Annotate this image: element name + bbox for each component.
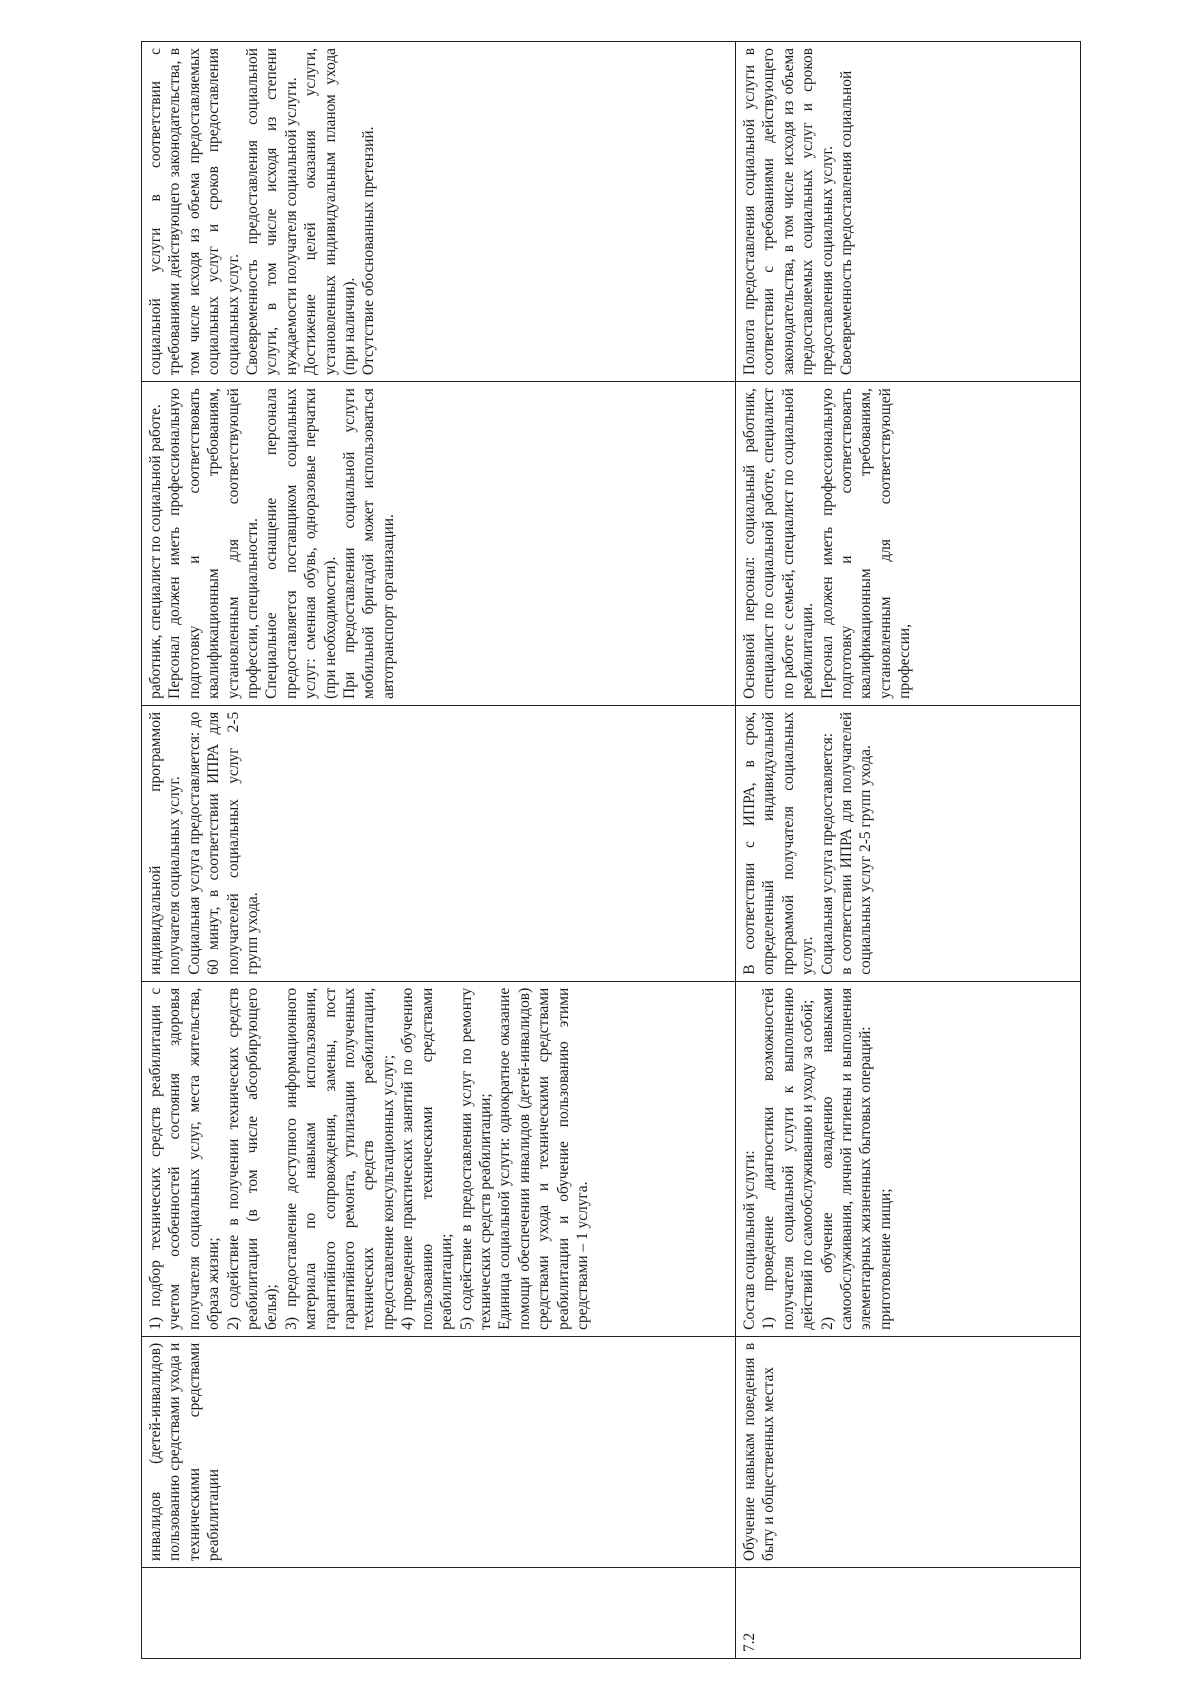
criteria-line: Достижение целей оказания услуги, установленных индивидуальным планом ухода (при наличии). [302,48,359,376]
cell-number [142,1568,736,1659]
rotated-table-sheet [141,41,1080,1659]
service-name: инвалидов (детей-инвалидов) пользованию средствами ухода и техническими средствами реабилитации [147,1342,223,1562]
content-line: 4) проведение практических занятий по обучению пользованию техническими средствами реабилитации; [399,987,456,1330]
table-row [142,42,736,1659]
criteria-line: социальной услуги в соответствии с требованиями действующего законодательства, в том числе исходя из объема предоставляемых социальных услуг и сроков предоставления социальных услуг. [147,48,242,376]
criteria-line: Отсутствие обоснованных претензий. [360,126,378,376]
conditions-line: работник, специалист по социальной работе. [147,404,164,699]
criteria-line: Своевременность предоставления социальной [838,70,856,376]
cell-service-conditions [736,382,1081,706]
cell-service-name [142,1336,736,1567]
conditions-line: Персонал должен иметь профессиональную подготовку и соответствовать квалификационным требованиям, установленным для соответствующей профессии, [818,388,914,699]
term-line: индивидуальной программой получателя социальных услуг. [147,711,184,975]
content-line: Состав социальной услуги: [741,1150,758,1330]
criteria-line: Полнота предоставления социальной услуги в соответствии с требованиями действующего законодательства, в том числе исходя из объема предоставляемых социальных услуг и сроков предоставления социальных услуг. [741,48,836,376]
row-number: 7.2 [741,1632,758,1652]
content-line: 2) обучение овладению навыками самообслуживания, личной гигиены и выполнения элементарных жизненных бытовых операций: [818,987,875,1330]
content-line: 3) предоставление доступного информационного материала по навыкам использования, гарантийного сопровождения, замены, пост гарантийного ремонта, утилизации полученных технических средств реабилитации, предоставление консультационных услуг; [282,987,397,1330]
content-line: приготовление пищи; [876,1188,894,1330]
content-line: 1) подбор технических средств реабилитации с учетом особенностей состояния здоровья получателя социальных услуг, места жительства, образа жизни; [147,987,223,1330]
content-line: 1) проведение диагностики возможностей получателя социальной услуги к выполнению действий по самообслуживанию и уходу за собой; [760,987,817,1330]
content-line: Единица социальной услуги: однократное оказание помощи обеспечении инвалидов (детей-инвалидов) средствами ухода и техническими средствами реабилитации и обучение пользованию этими средствами – 1 услуга. [496,987,591,1330]
cell-number [736,1568,1081,1659]
cell-service-term [142,705,736,981]
content-line: 5) содействие в предоставлении услуг по ремонту технических средств реабилитации; [457,987,494,1330]
criteria-line: Своевременность предоставления социальной услуги, в том числе исходя из степени нуждаемости получателя социальной услуги. [244,48,300,376]
conditions-line: Специальное оснащение персонала предоставляется поставщиком социальных услуг: сменная обувь, одноразовые перчатки (при необходимости). [263,388,339,699]
services-table [141,41,1081,1659]
cell-service-conditions [142,382,736,706]
cell-service-criteria [736,42,1081,382]
service-name: Обучение навыкам поведения в быту и общественных местах [741,1342,778,1562]
conditions-line: Основной персонал: социальный работник, специалист по социальной работе, специалист по работе с семьей, специалист по социальной реабилитации. [741,388,817,699]
conditions-line: Персонал должен иметь профессиональную подготовку и соответствовать квалификационным требованиям, установленным для соответствующей профессии, специальности. [166,388,262,699]
term-line: Социальная услуга предоставляется: до 60 минут, в соответствии ИПРА для получателей социальных услуг 2-5 групп ухода. [185,711,262,975]
term-line: Социальная услуга предоставляется: [818,733,836,975]
cell-service-criteria [142,42,736,382]
content-line: 2) содействие в получении технических средств реабилитации (в том числе абсорбирующего белья); [224,987,281,1330]
cell-service-name [736,1336,1081,1567]
cell-service-content [736,981,1081,1336]
cell-service-content [142,981,736,1336]
conditions-line: При предоставлении социальной услуги мобильной бригадой может использоваться автотранспорт организации. [341,388,397,699]
term-line: в соответствии ИПРА для получателей социальных услуг 2-5 групп ухода. [838,711,875,975]
term-line: В соответствии с ИПРА, в срок, определенный индивидуальной программой получателя социальных услуг. [741,711,817,975]
table-row [736,42,1081,1659]
cell-service-term [736,705,1081,981]
